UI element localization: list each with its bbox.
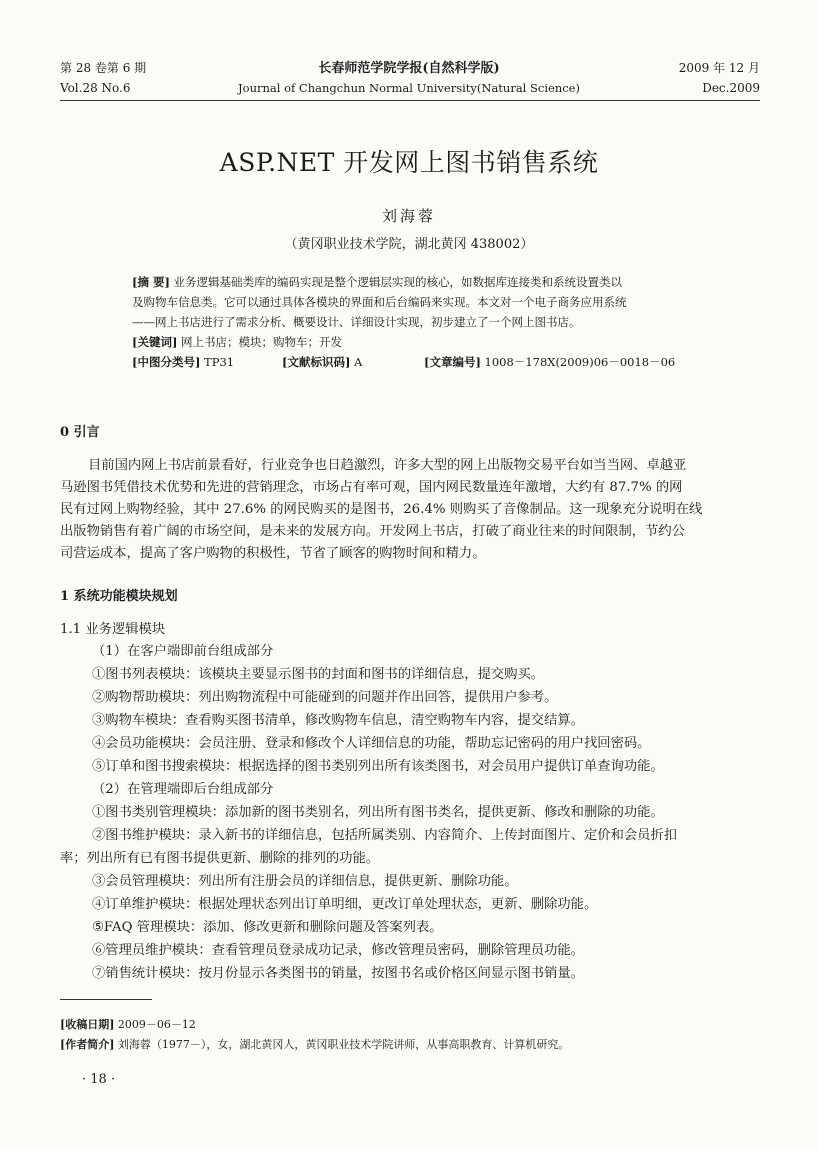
abstract-line: 及购物车信息类。它可以通过具体各模块的界面和后台编码来实现。本文对一个电子商务应用系统	[132, 295, 627, 309]
front-item: ⑤订单和图书搜索模块：根据选择的图书类别列出所有该类图书，对会员用户提供订单查询功能。	[92, 759, 664, 774]
back-item: ⑥管理员维护模块：查看管理员登录成功记录，修改管理员密码，删除管理员功能。	[92, 943, 584, 958]
keywords-line	[132, 332, 712, 352]
intro-paragraph: 目前国内网上书店前景看好，行业竞争也日趋激烈，许多大型的网上出版物交易平台如当当网、卓越亚 马逊图书凭借技术优势和先进的营销理念，市场占有率可观，国内网民数量连年激增，大约有 87.7% 的网 民有过网上购物经验，其中 27.6% 的网民购买的是图书，26.4% 则购买了音像制品。这一现象充分说明在线 出版物销售有着广阔的市场空间，是未来的发展方向。开发网上书店，打破了商业往来的时间限制，节约公 司营运成本，提高了客户购物的积极性，节省了顾客的购物时间和精力。	[60, 458, 703, 561]
received-date: 2009－06－12	[117, 1018, 196, 1031]
doc-code-value: A	[354, 355, 363, 369]
doc-code-label: [文献标识码]	[282, 355, 351, 369]
received-date-line	[60, 1016, 772, 1033]
author-bio: 刘海蓉（1977－），女，湖北黄冈人，黄冈职业技术学院讲师，从事高职教育、计算机研究。	[117, 1038, 570, 1051]
article-author: 刘海蓉	[381, 207, 436, 225]
subsection-heading: 1.1 业务逻辑模块	[60, 622, 166, 637]
front-item: ①图书列表模块：该模块主要显示图书的封面和图书的详细信息，提交购买。	[92, 667, 545, 682]
back-item: ④订单维护模块：根据处理状态列出订单明细，更改订单处理状态，更新、删除功能。	[92, 897, 598, 912]
author-bio-line	[60, 1036, 772, 1053]
article-no-value: 1008－178X(2009)06－0018－06	[484, 355, 676, 369]
back-item: ③会员管理模块：列出所有注册会员的详细信息，提供更新、删除功能。	[92, 874, 518, 889]
footnote-rule	[60, 999, 152, 1000]
abstract-label: [摘 要]	[132, 275, 170, 289]
abstract-line: [摘 要] 业务逻辑基础类库的编码实现是整个逻辑层实现的核心，如数据库连接类和系统设置类以	[132, 275, 623, 289]
clc-value: TP31	[204, 355, 235, 369]
issue-date-cn: 2009 年 12 月	[678, 61, 760, 75]
section-heading-modules: 1 系统功能模块规划	[60, 589, 178, 604]
journal-volume-cn: 第 28 卷第 6 期	[60, 61, 147, 75]
article-no-label: [文章编号]	[424, 355, 481, 369]
front-item: ③购物车模块：查看购买图书清单，修改购物车信息，清空购物车内容，提交结算。	[92, 713, 584, 728]
abstract-line: ——网上书店进行了需求分析、概要设计、详细设计实现，初步建立了一个网上图书店。	[132, 315, 581, 329]
issue-date-en: Dec.2009	[702, 81, 760, 95]
classification-line	[132, 352, 712, 372]
keywords: 网上书店；模块；购物车；开发	[181, 335, 343, 349]
article-affiliation: （黄冈职业技术学院，湖北黄冈 438002）	[284, 237, 534, 252]
page-number: · 18 ·	[82, 1072, 116, 1087]
journal-volume-en: Vol.28 No.6	[60, 81, 131, 95]
back-item: ②图书维护模块：录入新书的详细信息，包括所属类别、内容简介、上传封面图片、定价和会员折扣	[92, 828, 678, 843]
keywords-label: [关键词]	[132, 335, 178, 349]
header-rule	[60, 100, 760, 101]
back-end-title: （2）在管理端即后台组成部分	[92, 782, 274, 797]
received-label: [收稿日期]	[60, 1018, 115, 1031]
section-heading-intro: 0 引言	[60, 425, 100, 440]
article-title: ASP.NET 开发网上图书销售系统	[219, 148, 599, 177]
author-bio-label: [作者简介]	[60, 1038, 115, 1051]
abstract-block	[132, 272, 712, 372]
front-end-title: （1）在客户端即前台组成部分	[92, 644, 274, 659]
front-item: ②购物帮助模块：列出购物流程中可能碰到的问题并作出回答，提供用户参考。	[92, 690, 558, 705]
back-item: ⑦销售统计模块：按月份显示各类图书的销量，按图书名或价格区间显示图书销量。	[92, 966, 584, 981]
back-item: ⑤FAQ 管理模块：添加、修改更新和删除问题及答案列表。	[92, 920, 443, 935]
front-item: ④会员功能模块：会员注册、登录和修改个人详细信息的功能，帮助忘记密码的用户找回密码。	[92, 736, 651, 751]
back-item: ①图书类别管理模块：添加新的图书类别名，列出所有图书类名，提供更新、修改和删除的功能。	[92, 805, 664, 820]
journal-name-cn: 长春师范学院学报(自然科学版)	[318, 61, 500, 76]
journal-name-en: Journal of Changchun Normal University(Natural Science)	[238, 81, 580, 95]
back-item-continued: 率；列出所有已有图书提供更新、删除的排列的功能。	[60, 851, 380, 866]
clc-label: [中图分类号]	[132, 355, 201, 369]
